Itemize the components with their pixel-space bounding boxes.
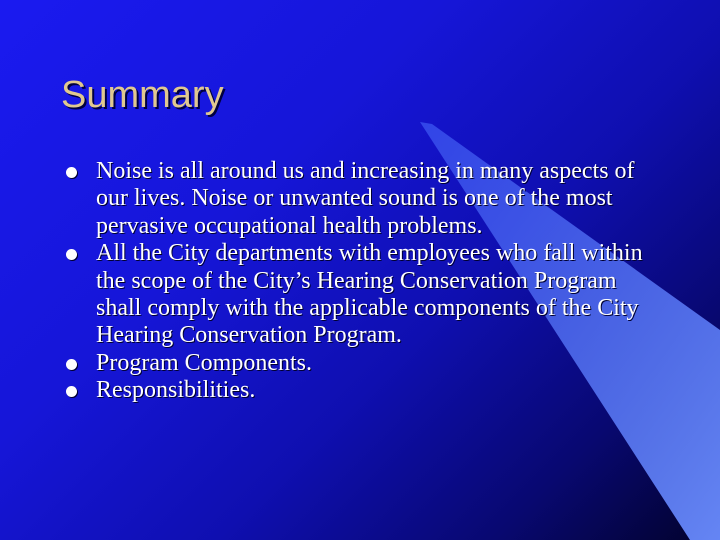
bullet-text: All the City departments with employees who fall within the scope of the City’s Hearing Conservation Program shall comply with the applicable components of the City Hearing Conservation Program.	[96, 240, 643, 349]
bullet-dot-icon	[66, 249, 77, 260]
bullet-dot-icon	[66, 386, 77, 397]
bullet-item	[66, 377, 666, 404]
bullet-item	[66, 350, 666, 377]
bullet-text: Program Components.	[96, 349, 312, 376]
bullet-text: Noise is all around us and increasing in many aspects of our lives. Noise or unwanted sound is one of the most pervasive occupational health problems.	[96, 158, 635, 239]
bullet-dot-icon	[66, 359, 77, 370]
bullet-item	[66, 240, 666, 350]
bullet-item	[66, 158, 666, 240]
slide-title: Summary	[61, 74, 224, 116]
bullet-text: Responsibilities.	[96, 377, 256, 404]
bullet-dot-icon	[66, 167, 77, 178]
bullet-list	[66, 158, 666, 405]
